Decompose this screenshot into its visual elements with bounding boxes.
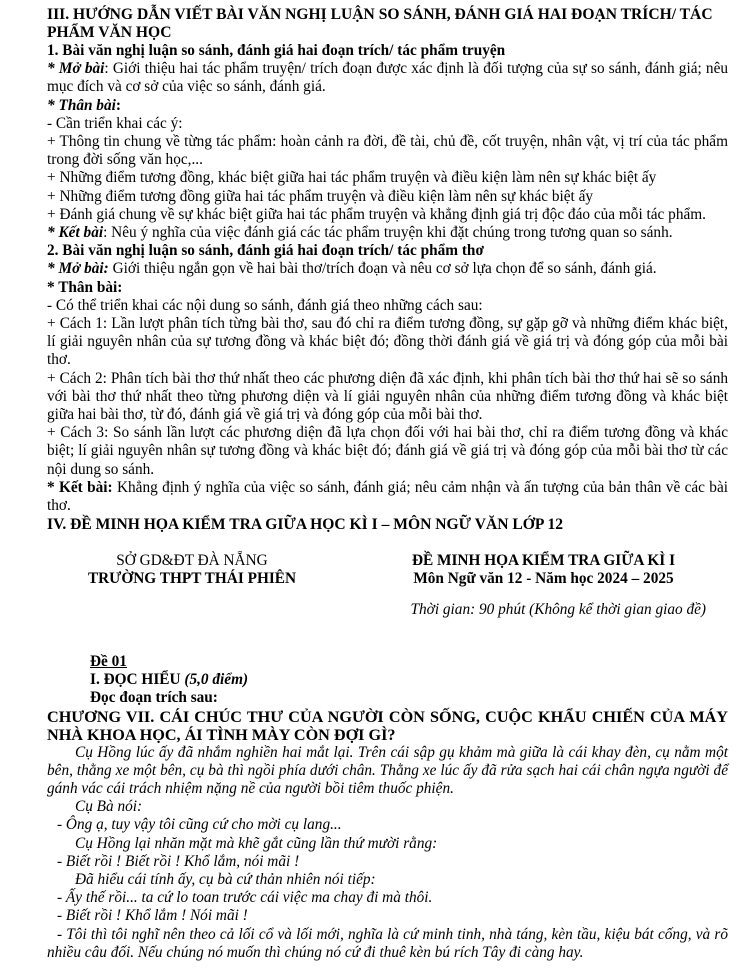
story-paragraph: Cụ Hồng lại nhăn mặt mà khẽ gắt cũng lần thứ mười rằng: [75, 834, 438, 852]
story-paragraph: - Ấy thế rồi... ta cứ lo toan trước cái việc ma chay đi mà thôi. [57, 889, 433, 907]
part-1-mo-bai [47, 60, 728, 96]
ket-bai-label: * Kết bài: [47, 478, 113, 496]
exam-number: Đề 01 [90, 652, 127, 670]
list-item: + Những điểm tương đồng, khác biệt giữa hai tác phẩm truyện và điều kiện làm nên sự khác biệt ấy [47, 169, 657, 187]
story-paragraph: - Ông ạ, tuy vậy tôi cũng cứ cho mời cụ lang... [57, 816, 342, 834]
story-paragraph: - Biết rồi ! Khổ lắm ! Nói mãi ! [57, 907, 248, 925]
list-item: + Cách 1: Lần lượt phân tích từng bài thơ, sau đó chỉ ra điểm tương đồng, sự gặp gỡ và những điểm khác biệt, lí giải nguyên nhân của sự tương đồng và khác biệt đó; đồng thời đánh giá về giá trị và đóng góp của mỗi bài thơ. [47, 315, 728, 369]
ket-bai-label: * Kết bài [47, 224, 104, 242]
list-item: + Những điểm tương đồng giữa hai tác phẩm truyện và điều kiện làm nên sự khác biệt ấy [47, 187, 594, 205]
list-item: - Có thể triển khai các nội dung so sánh, đánh giá theo những cách sau: [47, 296, 483, 314]
part-label: I. ĐỌC HIỂU [90, 671, 185, 689]
list-item: - Cần triển khai các ý: [47, 114, 183, 132]
part-1-heading: 1. Bài văn nghị luận so sánh, đánh giá hai đoạn trích/ tác phẩm truyện [47, 42, 506, 59]
list-item: + Đánh giá chung về sự khác biệt giữa hai tác phẩm truyện và khẳng định giá trị độc đáo của mỗi tác phẩm. [47, 205, 706, 223]
list-item: + Cách 2: Phân tích bài thơ thứ nhất theo các phương diện đã xác định, khi phân tích bài thơ thứ hai sẽ so sánh với bài thơ thứ nhất theo từng phương diện và lí giải nguyên nhân của những điểm tương đồng và khác biệt giữa hai bài thơ, từ đó, đánh giá về giá trị và đóng góp của mỗi bài thơ. [47, 369, 728, 424]
mo-bai-label: * Mở bài: [47, 260, 109, 278]
department-name: SỞ GD&ĐT ĐÀ NẴNG [116, 552, 268, 570]
ket-bai-text: Khẳng định ý nghĩa của việc so sánh, đánh giá; nêu cảm nhận và ấn tượng của bản thân về các bài thơ. [47, 478, 728, 515]
part-2-heading: 2. Bài văn nghị luận so sánh, đánh giá hai đoạn trích/ tác phẩm thơ [47, 242, 484, 260]
school-name: TRƯỜNG THPT THÁI PHIÊN [87, 570, 297, 588]
exam-time: Thời gian: 90 phút (Không kể thời gian giao đề) [410, 600, 706, 618]
chapter-title: CHƯƠNG VII. CÁI CHÚC THƯ CỦA NGƯỜI CÒN SỐNG, CUỘC KHẨU CHIẾN CỦA MÁY NHÀ KHOA HỌC, ÁI TÌNH MÀY CÒN ĐỢI GÌ? [47, 707, 728, 744]
part-1-ket-bai [47, 224, 728, 242]
section-4-title: IV. ĐỀ MINH HỌA KIỂM TRA GIỮA HỌC KÌ I – MÔN NGỮ VĂN LỚP 12 [47, 516, 564, 534]
part-1-than-bai [47, 97, 728, 115]
than-bai-label: * Thân bài [47, 96, 116, 114]
story-paragraph: Cụ Bà nói: [75, 798, 143, 816]
mo-bai-text: Giới thiệu ngắn gọn về hai bài thơ/trích đoạn và nêu cơ sở lựa chọn để so sánh, đánh giá. [108, 260, 657, 278]
than-bai-label: * Thân bài: [47, 278, 123, 296]
story-paragraph: - Biết rồi ! Biết rồi ! Khổ lắm, nói mãi ! [57, 852, 300, 870]
list-item: + Cách 3: So sánh lần lượt các phương diện đã lựa chọn đối với hai bài thơ, chỉ ra điểm tương đồng và khác biệt; lí giải nguyên nhân sự tương đồng và khác biệt đó; đánh giá về giá trị và đóng góp của mỗi bài thơ từ các nội dung so sánh. [47, 424, 728, 478]
exam-header [47, 552, 728, 588]
exam-header-left [47, 552, 337, 588]
reading-part-heading [90, 671, 728, 689]
part-2-mo-bai [47, 260, 728, 278]
part-points: (5,0 điểm) [184, 671, 249, 689]
list-item: + Thông tin chung về từng tác phẩm: hoàn cảnh ra đời, đề tài, chủ đề, cốt truyện, nhân vật, vị trí của tác phẩm trong đời sống văn học,... [47, 133, 728, 169]
story-paragraph: Đã hiểu cái tính ấy, cụ bà cứ thản nhiên nói tiếp: [75, 870, 376, 888]
ket-bai-text: : Nêu ý nghĩa của việc đánh giá các tác phẩm truyện khi đặt chúng trong tương quan so sánh. [103, 224, 673, 242]
story-paragraph: - Tôi thì tôi nghĩ nên theo cả lối cổ và lối mới, nghĩa là cứ minh tinh, nhà táng, kèn tầu, kiệu bát cống, và rõ nhiều câu đối. Nếu chúng nó muốn thì chúng nó cứ đi thuê kèn bú rích Tây đi càng hay. [47, 925, 728, 961]
section-3-title: III. HƯỚNG DẪN VIẾT BÀI VĂN NGHỊ LUẬN SO SÁNH, ĐÁNH GIÁ HAI ĐOẠN TRÍCH/ TÁC PHẨM VĂN HỌC [47, 6, 713, 41]
story-excerpt [47, 744, 728, 962]
exam-header-right [337, 552, 728, 588]
exam-title: ĐỀ MINH HỌA KIỂM TRA GIỮA KÌ I [411, 552, 676, 570]
part-2-ket-bai [47, 479, 728, 515]
exam-subject: Môn Ngữ văn 12 - Năm học 2024 – 2025 [413, 570, 674, 588]
read-intro: Đọc đoạn trích sau: [90, 689, 218, 707]
than-bai-colon: : [115, 96, 121, 114]
story-paragraph: Cụ Hồng lúc ấy đã nhắm nghiền hai mắt lại. Trên cái sập gụ khảm mà giữa là cái khay đèn, cụ nằm một bên, thằng xe một bên, cụ bà thì ngồi phía dưới chân. Thằng xe lúc ấy đã rửa sạch hai cái chân ngựa người để gánh vác cái trách nhiệm nặng nề của người bồi tiêm thuốc phiện. [47, 743, 728, 797]
mo-bai-label: * Mở bài [47, 60, 105, 78]
part-2-than-bai [47, 279, 728, 297]
mo-bai-text: : Giới thiệu hai tác phẩm truyện/ trích đoạn được xác định là đối tượng của sự so sánh, đánh giá; nêu mục đích và cơ sở của việc so sánh, đánh giá. [47, 60, 729, 96]
